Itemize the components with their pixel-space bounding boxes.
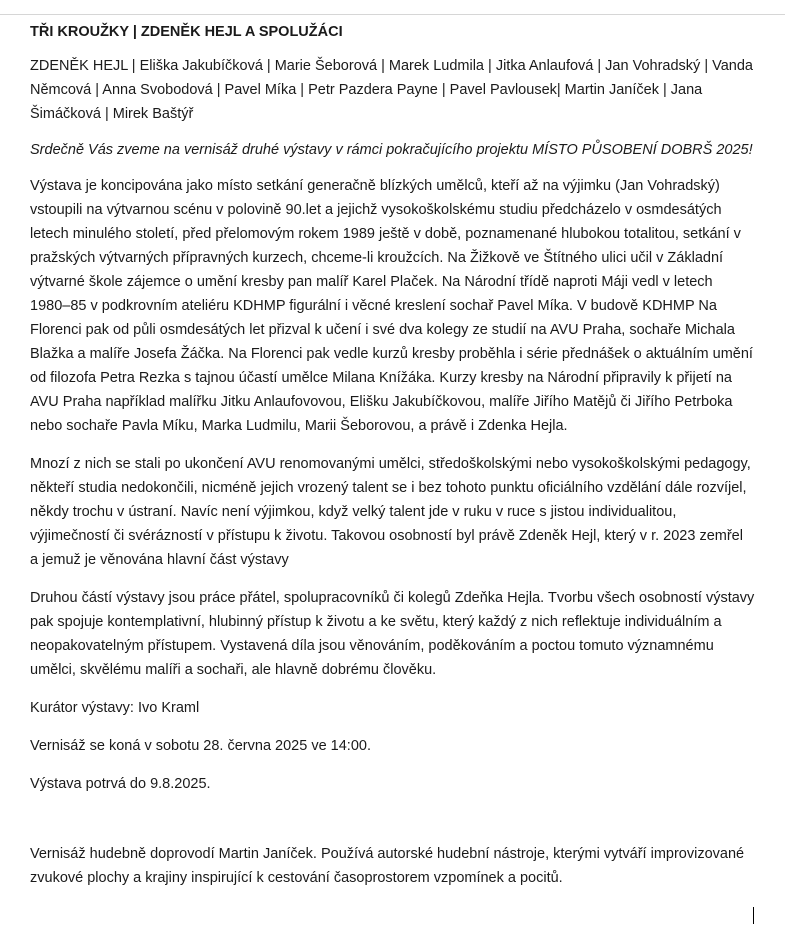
text-cursor [753,907,754,924]
body-paragraph-2: Mnozí z nich se stali po ukončení AVU renomovanými umělci, středoškolskými nebo vysokoškolskými pedagogy, někteří studia nedokončili, nicméně jejich vrozený talent se i bez tohoto punktu oficiálního vzdělání dále rozvíjel, někdy trochu v ústraní. Navíc není výjimkou, když velký talent jde v ruku v ruce s jistou individualitou, výjimečností či svérázností v přístupu k životu. Takovou osobností byl právě Zdeněk Hejl, který v r. 2023 zemřel a jemuž je věnována hlavní část výstavy [30,456,751,568]
body-paragraph-1: Výstava je koncipována jako místo setkání generačně blízkých umělců, kteří až na výjimku (Jan Vohradský) vstoupili na výtvarnou scénu v polovině 90.let a jejichž vysokoškolskému studiu předcházelo v osmdesátých letech minulého století, před přelomovým rokem 1989 ještě v době, poznamenané hlubokou totalitou, setkání v pražských výtvarných přípravných kurzech, chceme-li kroužcích. Na Žižkově ve Štítného ulici učil v Základní výtvarné škole zájemce o umění kresby pan malíř Karel Plaček. Na Národní třídě naproti Máji vedl v letech 1980–85 v podkrovním ateliéru KDHMP figurální i věcné kreslení sochař Pavel Míka. V budově KDHMP Na Florenci pak od půli osmdesátých let přizval k učení i své dva kolegy ze studií na AVU Praha, sochaře Michala Blažka a malíře Josefa Žáčka. Na Florenci pak vedle kurzů kresby proběhla i série přednášek o aktuálním umění od filozofa Petra Rezka s tajnou účastí umělce Milana Knížáka. Kurzy kresby na Národní připravily k přijetí na AVU Praha například malířku Jitku Anlaufovovou, Elišku Jakubíčkovou, malíře Jiřího Matějů či Jiřího Petrboka nebo sochaře Pavla Míku, Marka Ludmilu, Marii Šeborovou, a právě i Zdenka Hejla. [30,178,753,434]
music-paragraph: Vernisáž hudebně doprovodí Martin Janíček. Používá autorské hudební nástroje, kterými vytváří improvizované zvukové plochy a krajiny inspirující k cestování časoprostorem vzpomínek a pocitů. [30,846,745,886]
blank-line [30,810,755,842]
body-paragraph-3: Druhou částí výstavy jsou práce přátel, spolupracovníků či kolegů Zdeňka Hejla. Tvorbu všech osobností výstavy pak spojuje kontemplativní, hlubinný přístup k životu a ke světu, který každý z nich reflektuje individuálním a neopakovatelným přístupem. Vystavená díla jsou věnováním, poděkováním a poctou tomuto významnému umělci, skvělému malíři a sochaři, ale hlavně dobrému člověku. [30,590,755,678]
opening-line: Vernisáž se koná v sobotu 28. června 2025 ve 14:00. [30,738,371,754]
document-page[interactable] [30,20,755,904]
curator-line: Kurátor výstavy: Ivo Kraml [30,700,200,716]
artist-list: ZDENĚK HEJL | Eliška Jakubíčková | Marie Šeborová | Marek Ludmila | Jitka Anlaufová | Jan Vohradský | Vanda Němcová | Anna Svobodová | Pavel Míka | Petr Pazdera Payne | Pavel Pavlousek| Martin Janíček | Jana Šimáčková | Mirek Baštýř [30,58,753,122]
duration-line: Výstava potrvá do 9.8.2025. [30,776,211,792]
invitation-text: Srdečně Vás zveme na vernisáž druhé výstavy v rámci pokračujícího projektu MÍSTO PŮSOBENÍ DOBRŠ 2025! [30,142,753,158]
document-title: TŘI KROUŽKY | ZDENĚK HEJL A SPOLUŽÁCI [30,24,343,40]
page-top-border [0,14,785,15]
